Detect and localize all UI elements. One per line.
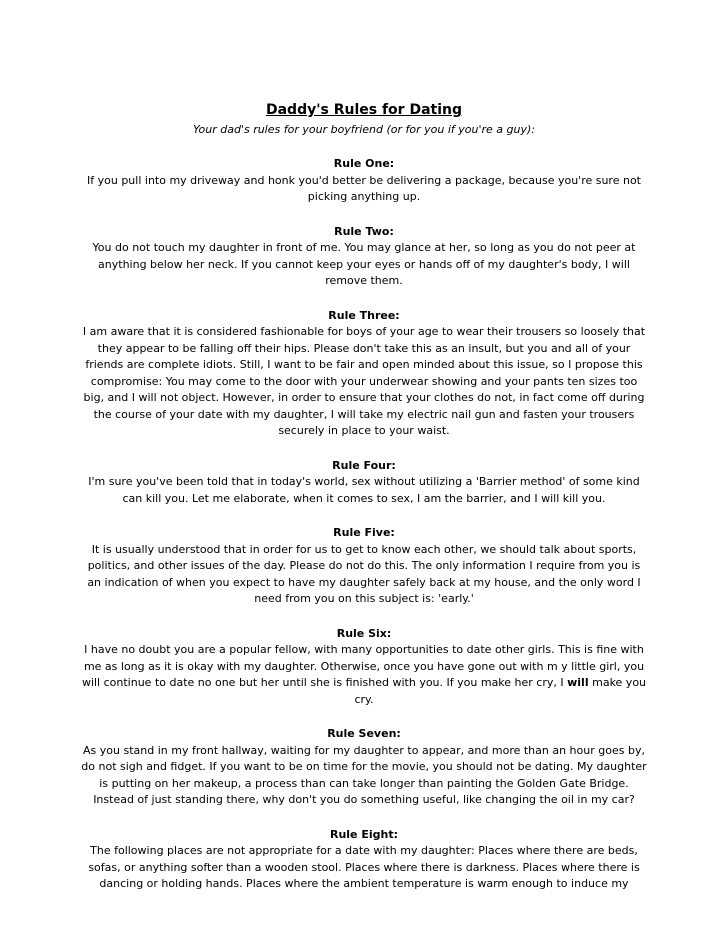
rule-eight	[80, 827, 648, 893]
rule-heading: Rule Three:	[328, 308, 400, 322]
rule-text: The following places are not appropriate for a date with my daughter: Places where there are beds, sofas, or anything softer than a wooden stool. Places where there is darkness. Places where there is dancing or holding hands. Places where the ambient temperature is warm enough to induce my	[88, 844, 640, 890]
rule-heading: Rule Two:	[334, 224, 394, 238]
rule-heading: Rule One:	[333, 157, 395, 170]
rule-text: I am aware that it is considered fashionable for boys of your age to wear their trousers so loosely that they appear to be falling off their hips. Please don't take this as an insult, but you and all of your friends are complete idiots. Still, I want to be fair and open minded about this issue, so I propose this compromise: You may come to the door with your underwear showing and your pants ten sizes too big, and I will not object. However, in order to ensure that your clothes do not, in fact come off during the course of your date with my daughter, I will take my electric nail gun and fasten your trousers securely in place to your waist.	[82, 325, 646, 437]
rule-text: You do not touch my daughter in front of me. You may glance at her, so long as you do not peer at anything below her neck. If you cannot keep your eyes or hands off of my daughter's body, I will remove them.	[92, 241, 636, 287]
rule-heading: Rule Four:	[332, 458, 396, 472]
document-subtitle: Your dad's rules for your boyfriend (or for you if you're a guy):	[193, 123, 535, 136]
rule-seven	[80, 726, 648, 809]
document-body	[80, 100, 648, 893]
rule-four	[80, 458, 648, 508]
rule-text: As you stand in my front hallway, waiting for my daughter to appear, and more than an hour goes by, do not sigh and fidget. If you want to be on time for the movie, you should not be dating. My daughter is putting on her makeup, a process than can take longer than painting the Golden Gate Bridge. Instead of just standing there, why don't you do something useful, like changing the oil in my car?	[81, 743, 647, 806]
rule-text-part: I have no doubt you are a popular fellow, with many opportunities to date other girls. This is fine with me as long as it is okay with my daughter. Otherwise, once you have gone out with m y little girl, you will continue to date no one but her until she is finished with you. If you make her cry, I	[81, 643, 645, 689]
rule-heading: Rule Seven:	[327, 727, 401, 740]
rule-one	[80, 156, 648, 206]
document-title: Daddy's Rules for Dating	[265, 102, 462, 118]
rule-heading: Rule Five:	[333, 526, 395, 539]
rule-text: It is usually understood that in order for us to get to know each other, we should talk about sports, politics, and other issues of the day. Please do not do this. The only information I require from you is an indication of when you expect to have my daughter safely back at my house, and the only word I need from you on this subject is: 'early.'	[87, 542, 641, 605]
rule-text	[80, 642, 648, 708]
rule-heading: Rule Eight:	[329, 827, 398, 841]
rule-heading: Rule Six:	[336, 626, 392, 640]
rule-five	[80, 525, 648, 608]
rule-three	[80, 308, 648, 440]
rule-six	[80, 626, 648, 709]
rule-two	[80, 224, 648, 290]
rule-text-emphasis: will	[567, 676, 589, 689]
rule-text-part: make you cry.	[354, 676, 647, 706]
rule-text: If you pull into my driveway and honk you'd better be delivering a package, because you're sure not picking anything up.	[87, 173, 641, 203]
rule-text: I'm sure you've been told that in today's world, sex without utilizing a 'Barrier method' of some kind can kill you. Let me elaborate, when it comes to sex, I am the barrier, and I will kill you.	[88, 475, 640, 505]
